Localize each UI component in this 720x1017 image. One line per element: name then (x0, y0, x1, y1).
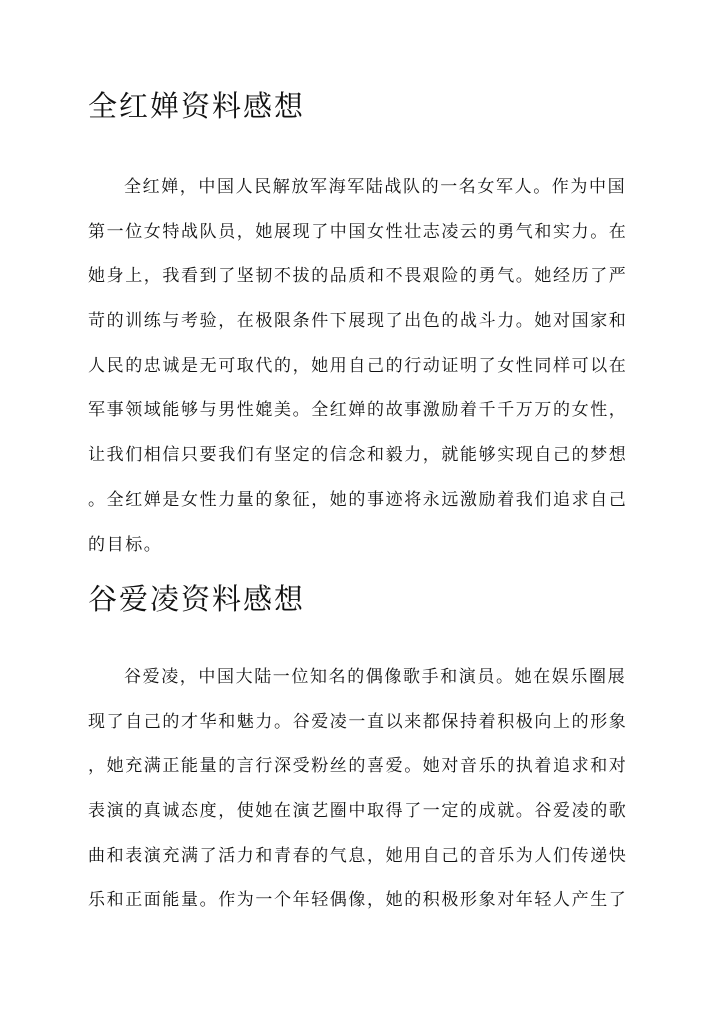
paragraph-quan-hongchan (88, 168, 636, 570)
paragraph-line: 她身上，我看到了坚韧不拔的品质和不畏艰险的勇气。她经历了严 (88, 266, 628, 287)
paragraph-line: 谷爱凌，中国大陆一位知名的偶像歌手和演员。她在娱乐圈展 (124, 667, 627, 687)
paragraph-line: 乐和正面能量。作为一个年轻偶像，她的积极形象对年轻人产生了 (88, 890, 628, 911)
paragraph-line: 让我们相信只要我们有坚定的信念和毅力，就能够实现自己的梦想 (88, 445, 628, 466)
paragraph-line: 。全红婵是女性力量的象征，她的事迹将永远激励着我们追求自己 (88, 489, 628, 510)
paragraph-line: ，她充满正能量的言行深受粉丝的喜爱。她对音乐的执着追求和对 (88, 756, 628, 777)
paragraph-line: 现了自己的才华和魅力。谷爱凌一直以来都保持着积极向上的形象 (88, 711, 628, 732)
section-heading-gu-ailing: 谷爱凌资料感想 (88, 582, 306, 616)
paragraph-line: 苛的训练与考验，在极限条件下展现了出色的战斗力。她对国家和 (88, 311, 628, 332)
paragraph-line: 第一位女特战队员，她展现了中国女性壮志凌云的勇气和实力。在 (88, 221, 628, 242)
paragraph-line: 军事领域能够与男性媲美。全红婵的故事激励着千千万万的女性， (88, 400, 628, 421)
paragraph-line: 表演的真诚态度，使她在演艺圈中取得了一定的成就。谷爱凌的歌 (88, 801, 628, 822)
paragraph-line: 的目标。 (88, 534, 163, 555)
paragraph-gu-ailing (88, 658, 636, 926)
paragraph-line: 全红婵，中国人民解放军海军陆战队的一名女军人。作为中国 (124, 177, 627, 197)
section-heading-quan-hongchan: 全红婵资料感想 (88, 89, 306, 123)
paragraph-line: 人民的忠诚是无可取代的，她用自己的行动证明了女性同样可以在 (88, 355, 628, 376)
paragraph-line: 曲和表演充满了活力和青春的气息，她用自己的音乐为人们传递快 (88, 845, 628, 866)
